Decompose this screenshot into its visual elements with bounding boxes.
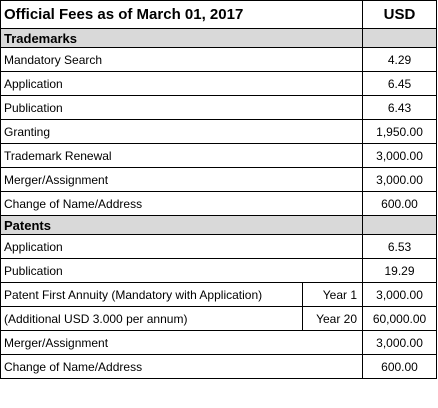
table-row: [1, 235, 437, 259]
currency-header: USD: [363, 1, 437, 29]
table-row: [1, 96, 437, 120]
section-amount-blank: [363, 216, 437, 235]
fee-amount: 6.53: [363, 235, 437, 259]
fee-description: Application: [1, 235, 363, 259]
table-row: [1, 283, 437, 307]
fee-description: Change of Name/Address: [1, 355, 363, 379]
fee-amount: 3,000.00: [363, 331, 437, 355]
fee-description: Granting: [1, 120, 363, 144]
title-row: [1, 1, 437, 29]
fee-year: Year 1: [303, 283, 363, 307]
table-row: [1, 355, 437, 379]
fee-amount: 600.00: [363, 192, 437, 216]
fee-description: Merger/Assignment: [1, 168, 363, 192]
fee-description: Application: [1, 72, 363, 96]
section-header-row: [1, 216, 437, 235]
table-row: [1, 259, 437, 283]
fee-amount: 19.29: [363, 259, 437, 283]
section-title: Trademarks: [1, 29, 363, 48]
fee-description: Patent First Annuity (Mandatory with Application): [1, 283, 303, 307]
fee-amount: 1,950.00: [363, 120, 437, 144]
fee-amount: 3,000.00: [363, 283, 437, 307]
section-amount-blank: [363, 29, 437, 48]
section-title: Patents: [1, 216, 363, 235]
fee-amount: 6.43: [363, 96, 437, 120]
fee-description: Trademark Renewal: [1, 144, 363, 168]
fee-description: Mandatory Search: [1, 48, 363, 72]
table-row: [1, 48, 437, 72]
fee-table-body: [1, 1, 437, 379]
section-header-row: [1, 29, 437, 48]
fee-description: Publication: [1, 96, 363, 120]
table-row: [1, 331, 437, 355]
fee-amount: 60,000.00: [363, 307, 437, 331]
table-row: [1, 120, 437, 144]
fee-amount: 600.00: [363, 355, 437, 379]
table-row: [1, 72, 437, 96]
fee-description: Change of Name/Address: [1, 192, 363, 216]
fee-amount: 4.29: [363, 48, 437, 72]
fee-amount: 3,000.00: [363, 168, 437, 192]
table-row: [1, 168, 437, 192]
fee-description: Merger/Assignment: [1, 331, 363, 355]
table-row: [1, 192, 437, 216]
table-row: [1, 307, 437, 331]
table-title: Official Fees as of March 01, 2017: [1, 1, 363, 29]
fee-year: Year 20: [303, 307, 363, 331]
table-row: [1, 144, 437, 168]
fee-description: Publication: [1, 259, 363, 283]
fee-amount: 6.45: [363, 72, 437, 96]
fee-amount: 3,000.00: [363, 144, 437, 168]
fee-description: (Additional USD 3.000 per annum): [1, 307, 303, 331]
